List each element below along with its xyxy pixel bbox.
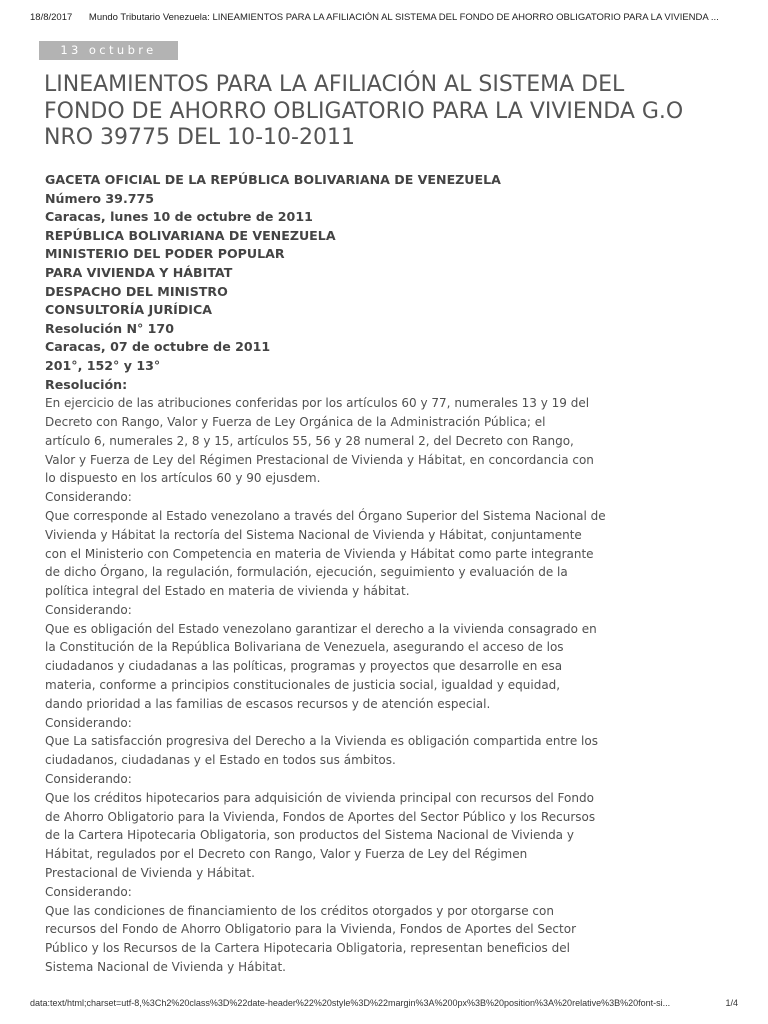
body-line: Considerando: — [45, 602, 132, 617]
print-header — [30, 12, 748, 23]
body-line: Que corresponde al Estado venezolano a través del Órgano Superior del Sistema Nacional de — [45, 508, 606, 523]
bold-line: REPÚBLICA BOLIVARIANA DE VENEZUELA — [45, 227, 336, 243]
body-line: Hábitat, regulados por el Decreto con Rango, Valor y Fuerza de Ley del Régimen — [45, 847, 528, 862]
bold-line: Resolución N° 170 — [45, 320, 174, 336]
body-line: materia, conforme a principios constitucionales de justicia social, igualdad y equidad, — [45, 678, 561, 693]
print-url: data:text/html;charset=utf-8,%3Ch2%20class%3D%22date-header%22%20style%3D%22margin%3A%200px%3B%20position%3A%20relative%3B%20font-si... — [30, 998, 671, 1008]
resolution-text — [45, 394, 605, 977]
body-line: política integral del Estado en materia de vivienda y hábitat. — [45, 584, 410, 599]
body-line: la Constitución de la República Bolivariana de Venezuela, asegurando el acceso de los — [45, 640, 564, 655]
body-line: Prestacional de Vivienda y Hábitat. — [45, 866, 255, 881]
body-line: lo dispuesto en los artículos 60 y 90 ejusdem. — [45, 471, 321, 486]
bold-line: Resolución: — [45, 376, 128, 392]
body-line: Que La satisfacción progresiva del Derecho a la Vivienda es obligación compartida entre los — [45, 734, 598, 749]
post-title[interactable]: LINEAMIENTOS PARA LA AFILIACIÓN AL SISTEMA DEL FONDO DE AHORRO OBLIGATORIO PARA LA VIVIENDA G.O NRO 39775 DEL 10-10-2011 — [44, 72, 684, 150]
body-line: Valor y Fuerza de Ley del Régimen Prestacional de Vivienda y Hábitat, en concordancia con — [45, 452, 594, 467]
body-line: Considerando: — [45, 490, 132, 505]
body-line: Decreto con Rango, Valor y Fuerza de Ley Orgánica de la Administración Pública; el — [45, 414, 546, 429]
bold-line: Caracas, 07 de octubre de 2011 — [45, 339, 271, 355]
body-line: recursos del Fondo de Ahorro Obligatorio para la Vivienda, Fondos de Aportes del Sector — [45, 922, 577, 937]
bold-line: CONSULTORÍA JURÍDICA — [45, 302, 212, 318]
resolution-header — [45, 171, 605, 394]
body-line: de dicho Órgano, la regulación, formulación, ejecución, seguimiento y evaluación de la — [45, 565, 568, 580]
body-line: artículo 6, numerales 2, 8 y 15, artículos 55, 56 y 28 numeral 2, del Decreto con Rango, — [45, 433, 574, 448]
body-line: Vivienda y Hábitat la rectoría del Sistema Nacional de Vivienda y Hábitat, conjuntamente — [45, 527, 582, 542]
bold-line: PARA VIVIENDA Y HÁBITAT — [45, 264, 233, 280]
body-line: Considerando: — [45, 772, 132, 787]
post-date-badge: 13 octubre 2011 — [39, 41, 178, 60]
body-line: Que las condiciones de financiamiento de los créditos otorgados y por otorgarse con — [45, 903, 554, 918]
body-line: Público y los Recursos de la Cartera Hipotecaria Obligatoria, representan beneficios del — [45, 941, 570, 956]
page-number: 1/4 — [725, 998, 738, 1008]
bold-line: GACETA OFICIAL DE LA REPÚBLICA BOLIVARIANA DE VENEZUELA — [45, 172, 501, 187]
bold-line: 201°, 152° y 13° — [45, 357, 161, 373]
bold-line: Caracas, lunes 10 de octubre de 2011 — [45, 209, 313, 225]
bold-line: Número 39.775 — [45, 190, 155, 206]
bold-line: MINISTERIO DEL PODER POPULAR — [45, 246, 285, 262]
body-line: de la Cartera Hipotecaria Obligatoria, son productos del Sistema Nacional de Vivienda y — [45, 828, 574, 843]
body-line: con el Ministerio con Competencia en materia de Vivienda y Hábitat como parte integrante — [45, 546, 594, 561]
print-page-title: Mundo Tributario Venezuela: LINEAMIENTOS PARA LA AFILIACIÓN AL SISTEMA DEL FONDO DE AHORRO OBLIGATORIO PARA LA VIVIENDA ... — [88, 12, 719, 23]
body-line: Considerando: — [45, 884, 132, 899]
body-line: Sistema Nacional de Vivienda y Hábitat. — [45, 960, 286, 975]
post-body — [45, 171, 605, 977]
body-line: ciudadanos, ciudadanas y el Estado en todos sus ámbitos. — [45, 753, 396, 768]
body-line: dando prioridad a las familias de escasos recursos y de atención especial. — [45, 696, 491, 711]
print-footer — [30, 998, 738, 1008]
body-line: ciudadanos y ciudadanas a las políticas, programas y proyectos que desarrolle en esa — [45, 659, 563, 674]
bold-line: DESPACHO DEL MINISTRO — [45, 283, 228, 299]
body-line: En ejercicio de las atribuciones conferidas por los artículos 60 y 77, numerales 13 y 19 del — [45, 396, 590, 411]
body-line: Que los créditos hipotecarios para adquisición de vivienda principal con recursos del Fondo — [45, 790, 594, 805]
body-line: de Ahorro Obligatorio para la Vivienda, Fondos de Aportes del Sector Público y los Recursos — [45, 809, 596, 824]
print-date: 18/8/2017 — [30, 12, 73, 23]
body-line: Considerando: — [45, 715, 132, 730]
body-line: Que es obligación del Estado venezolano garantizar el derecho a la vivienda consagrado en — [45, 621, 597, 636]
